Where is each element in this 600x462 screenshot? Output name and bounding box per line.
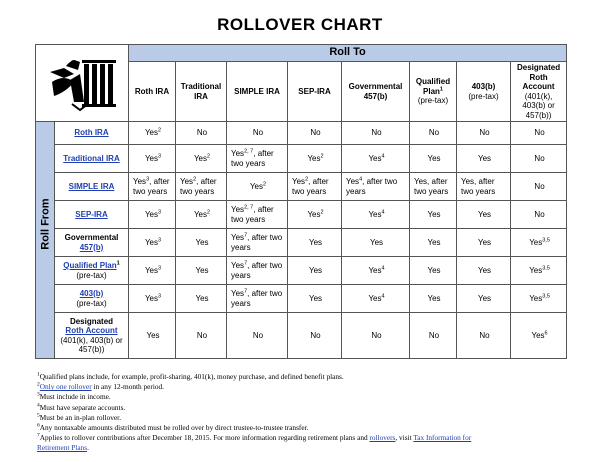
footnote-text: Must include in income. [39,392,111,402]
footnote-ref: 4 [381,209,385,216]
row-header-link[interactable]: 403(b) [79,289,104,298]
table-cell [176,122,227,145]
table-cell [410,201,457,229]
table-cell [129,229,176,257]
table-cell [227,173,288,201]
cell-extra: , after two years [231,233,283,252]
table-cell [410,145,457,173]
cell-extra: , after two years [346,177,398,196]
cell-value: No [534,128,545,138]
footnote-ref: 3 [158,265,162,272]
footnote-ref: 2, 7 [244,148,254,155]
cell-value: Yes [144,209,158,219]
row-header [55,257,129,285]
cell-value: Yes [193,209,207,219]
table-cell [129,285,176,313]
footnote-ref: 4 [381,153,385,160]
table-cell [511,313,567,359]
cell-extra: , after two years [133,177,170,196]
footnote-ref: 3,5 [542,237,550,244]
table-cell [176,145,227,173]
column-header [511,62,567,122]
table-cell [288,229,342,257]
cell-value: Yes [195,265,209,275]
footnote-ref: 2 [207,153,211,160]
cell-value: No [371,128,382,138]
table-cell [457,173,511,201]
cell-value: Yes [529,293,543,303]
column-header [176,62,227,122]
cell-extra: , after two years [231,205,274,224]
page-title: ROLLOVER CHART [217,15,383,34]
cell-value: Yes [307,209,321,219]
footnote-ref: 2 [305,176,309,183]
table-row [36,201,567,229]
row-header-link[interactable]: SEP-IRA [75,209,108,219]
table-cell [342,201,410,229]
footnote-ref: 3 [158,209,162,216]
cell-value: No [252,330,264,340]
table-cell [457,229,511,257]
cell-extra: , after two years [231,261,283,280]
cell-value: No [310,128,321,138]
row-header-link[interactable]: Roth Account [65,326,118,335]
cell-value: Yes [144,293,158,303]
footnote [37,423,567,433]
table-cell [410,257,457,285]
table-cell [129,313,176,359]
cell-value: No [534,153,545,163]
footnote-ref: 2, 7 [244,204,254,211]
column-header [129,62,176,122]
table-cell [288,201,342,229]
cell-value: Yes [249,181,263,191]
cell-value: Yes [427,293,441,303]
footnote [37,392,567,402]
footnote-link[interactable]: Tax Information for [413,433,472,443]
footnote-text: , visit [395,433,414,443]
table-cell [129,145,176,173]
footnote-ref: 3 [158,237,162,244]
cell-value: No [479,128,490,138]
footnote-number: 6 [37,422,40,429]
footnote-number: 7 [37,432,40,439]
footnote [37,382,567,392]
row-header [55,173,129,201]
footnote-ref: 1 [439,86,443,93]
footnote-text: Must have separate accounts. [39,402,126,412]
footnote-ref: 6 [544,330,548,337]
column-header [410,62,457,122]
table-cell [457,201,511,229]
footnote-ref: 7 [244,260,248,267]
footnote-text: . [87,443,89,453]
row-header [55,313,129,359]
cell-value: Yes [146,330,160,340]
table-cell [511,285,567,313]
footnote-ref: 1 [116,260,120,267]
cell-value: Yes [477,209,492,219]
table-cell [227,285,288,313]
footnote-link[interactable]: Retirement Plans [37,443,88,453]
cell-value: Yes [144,153,158,163]
footnote-number: 4 [37,402,40,409]
table-row [36,229,567,257]
row-header [55,122,129,145]
cell-value: Yes, after two years [414,177,449,196]
cell-value: Yes [529,265,543,275]
footnote-ref: 2 [263,181,267,188]
table-cell [176,201,227,229]
cell-value: Yes [477,265,492,275]
cell-value: Yes [477,237,492,247]
cell-value: Yes [427,153,441,163]
column-header-label: Qualified Plan [415,77,451,96]
table-cell [227,257,288,285]
row-header [55,229,129,257]
cell-value: No [534,181,545,191]
footnote-text: Any nontaxable amounts distributed must be rolled over by direct trustee-to-trustee transfer. [39,423,309,433]
row-header-link[interactable]: Qualified Plan [63,261,117,270]
column-header-sub: (401(k), 403(b) or 457(b)) [522,91,555,120]
footnote-number: 2 [37,381,40,388]
table-row [36,313,567,359]
table-cell [288,285,342,313]
table-cell [511,201,567,229]
table-cell [511,229,567,257]
cell-value: Yes [180,177,194,186]
table-cell [129,173,176,201]
cell-value: No [310,330,321,340]
column-header [227,62,288,122]
cell-extra: , after two years [292,177,329,196]
cell-value: Yes [308,293,323,303]
row-header-link[interactable]: 457(b) [79,242,104,252]
table-row [36,122,567,145]
cell-value: No [428,128,440,138]
column-header-label: Roth IRA [134,86,170,96]
logo-cell [36,45,129,122]
column-header-label: 403(b) [471,82,496,91]
table-row [36,285,567,313]
row-header-link[interactable]: SIMPLE IRA [68,181,115,191]
table-cell [288,122,342,145]
table-cell [129,201,176,229]
cell-extra: , after two years [180,177,217,196]
cell-value: No [196,330,208,340]
footnote-ref: 3 [158,293,162,300]
cell-value: Yes [144,265,158,275]
table-cell [410,313,457,359]
table-cell [176,285,227,313]
cell-value: Yes [193,153,207,163]
footnote-number: 3 [37,391,40,398]
table-cell [288,257,342,285]
table-cell [227,229,288,257]
table-row [36,257,567,285]
table-cell [457,145,511,173]
column-header-sub: (pre-tax) [468,91,499,101]
footnote-ref: 3,5 [542,265,550,272]
table-cell [511,257,567,285]
footnotes [37,372,567,454]
footnote-ref: 3 [146,176,150,183]
table-cell [342,145,410,173]
cell-value: Yes [531,330,545,340]
table-cell [342,257,410,285]
cell-value: Yes [368,265,382,275]
cell-value: Yes [369,237,384,247]
cell-value: Yes, after two years [461,177,496,196]
cell-value: Yes [368,209,382,219]
table-cell [457,285,511,313]
cell-value: No [371,330,382,340]
cell-value: Yes [195,293,209,303]
table-cell [511,122,567,145]
row-header-link[interactable]: Traditional IRA [63,153,120,163]
column-header-label: SIMPLE IRA [234,86,280,96]
cell-value: Yes [529,237,543,247]
table-cell [288,173,342,201]
footnote [37,413,567,423]
footnote-text: Qualified plans include, for example, profit-sharing, 401(k), money purchase, and defined benefit plans. [39,372,344,381]
row-header-text: Governmental [64,233,119,242]
cell-value: Yes [308,237,323,247]
footnote-ref: 2 [320,209,324,216]
table-cell [129,122,176,145]
row-header-sub: (401(k), 403(b) or 457(b)) [60,335,123,354]
footnote-number: 1 [37,371,40,378]
table-cell [288,313,342,359]
footnote-ref: 2 [320,153,324,160]
column-header-label: Governmental 457(b) [348,82,403,101]
cell-value: No [428,330,440,340]
cell-value: Yes [427,209,441,219]
table-cell [457,257,511,285]
column-header-label: SEP-IRA [298,86,331,96]
cell-extra: , after two years [231,149,274,168]
row-header [55,201,129,229]
cell-value: No [252,128,264,138]
footnote-number: 5 [37,412,40,419]
roll-to-header: Roll To [129,45,567,62]
cell-value: No [534,209,545,219]
roll-from-label: Roll From [39,198,52,250]
footnote-text: Applies to rollover contributions after December 18, 2015. For more information regarding retirement plans and [39,433,370,443]
row-header-text: Designated [69,316,114,326]
column-header [342,62,410,122]
table-cell [410,229,457,257]
row-header-sub: (pre-tax) [76,270,107,280]
cell-value: Yes [346,177,360,186]
footnote-link[interactable]: rollovers [369,433,396,443]
row-header-link[interactable]: Roth IRA [74,128,109,138]
column-header [288,62,342,122]
table-cell [176,313,227,359]
table-cell [342,122,410,145]
table-cell [342,313,410,359]
footnote-ref: 4 [381,293,385,300]
footnote [37,403,567,413]
table-cell [410,285,457,313]
footnote-ref: 3,5 [542,293,550,300]
cell-value: Yes [308,265,323,275]
cell-value: Yes [477,293,492,303]
cell-value: Yes [133,177,147,186]
table-cell [288,145,342,173]
irs-eagle-logo-icon [44,52,120,114]
table-cell [227,201,288,229]
table-cell [410,122,457,145]
cell-value: Yes [231,205,245,214]
table-cell [457,122,511,145]
footnote-text: Must be an in-plan rollover. [39,412,122,422]
cell-value: Yes [292,177,306,186]
cell-value: Yes [195,237,209,247]
footnote-link[interactable]: Only one rollover [39,382,92,392]
cell-value: Yes [231,233,245,242]
roll-from-header [36,122,55,359]
cell-value: Yes [368,153,382,163]
table-cell [227,122,288,145]
footnote-ref: 4 [381,265,385,272]
footnote-ref: 3 [158,153,162,160]
cell-value: Yes [144,237,158,247]
cell-value: No [196,128,208,138]
table-cell [342,229,410,257]
table-cell [176,257,227,285]
cell-value: No [479,330,490,340]
table-cell [176,173,227,201]
footnote-ref: 4 [359,176,363,183]
footnote-text: in any 12-month period. [91,382,164,392]
table-cell [342,285,410,313]
table-cell [457,313,511,359]
table-row [36,145,567,173]
column-header [457,62,511,122]
table-row [36,173,567,201]
table-cell [227,145,288,173]
cell-value: Yes [231,149,245,158]
footnote-ref: 2 [207,209,211,216]
footnote-continued [37,443,567,453]
footnote [37,372,567,382]
rollover-table [35,44,567,359]
cell-value: Yes [231,289,245,298]
footnote-ref: 7 [244,288,248,295]
column-header-sub: (pre-tax) [417,96,449,106]
table-cell [511,173,567,201]
footnote-ref: 2 [158,127,162,134]
cell-value: Yes [368,293,382,303]
cell-extra: , after two years [231,289,283,308]
footnote [37,433,567,443]
table-cell [227,313,288,359]
cell-value: Yes [231,261,245,270]
row-header-sub: (pre-tax) [76,298,107,308]
table-cell [342,173,410,201]
cell-value: Yes [427,237,441,247]
cell-value: Yes [144,128,158,138]
table-cell [511,145,567,173]
row-header [55,285,129,313]
footnote-ref: 2 [193,176,197,183]
table-cell [176,229,227,257]
cell-value: Yes [477,153,492,163]
column-header-label: Designated Roth Account [516,63,561,91]
cell-value: Yes [307,153,321,163]
table-cell [129,257,176,285]
row-header [55,145,129,173]
table-cell [410,173,457,201]
column-header-label: Traditional IRA [180,82,222,101]
footnote-ref: 7 [244,232,248,239]
cell-value: Yes [427,265,441,275]
